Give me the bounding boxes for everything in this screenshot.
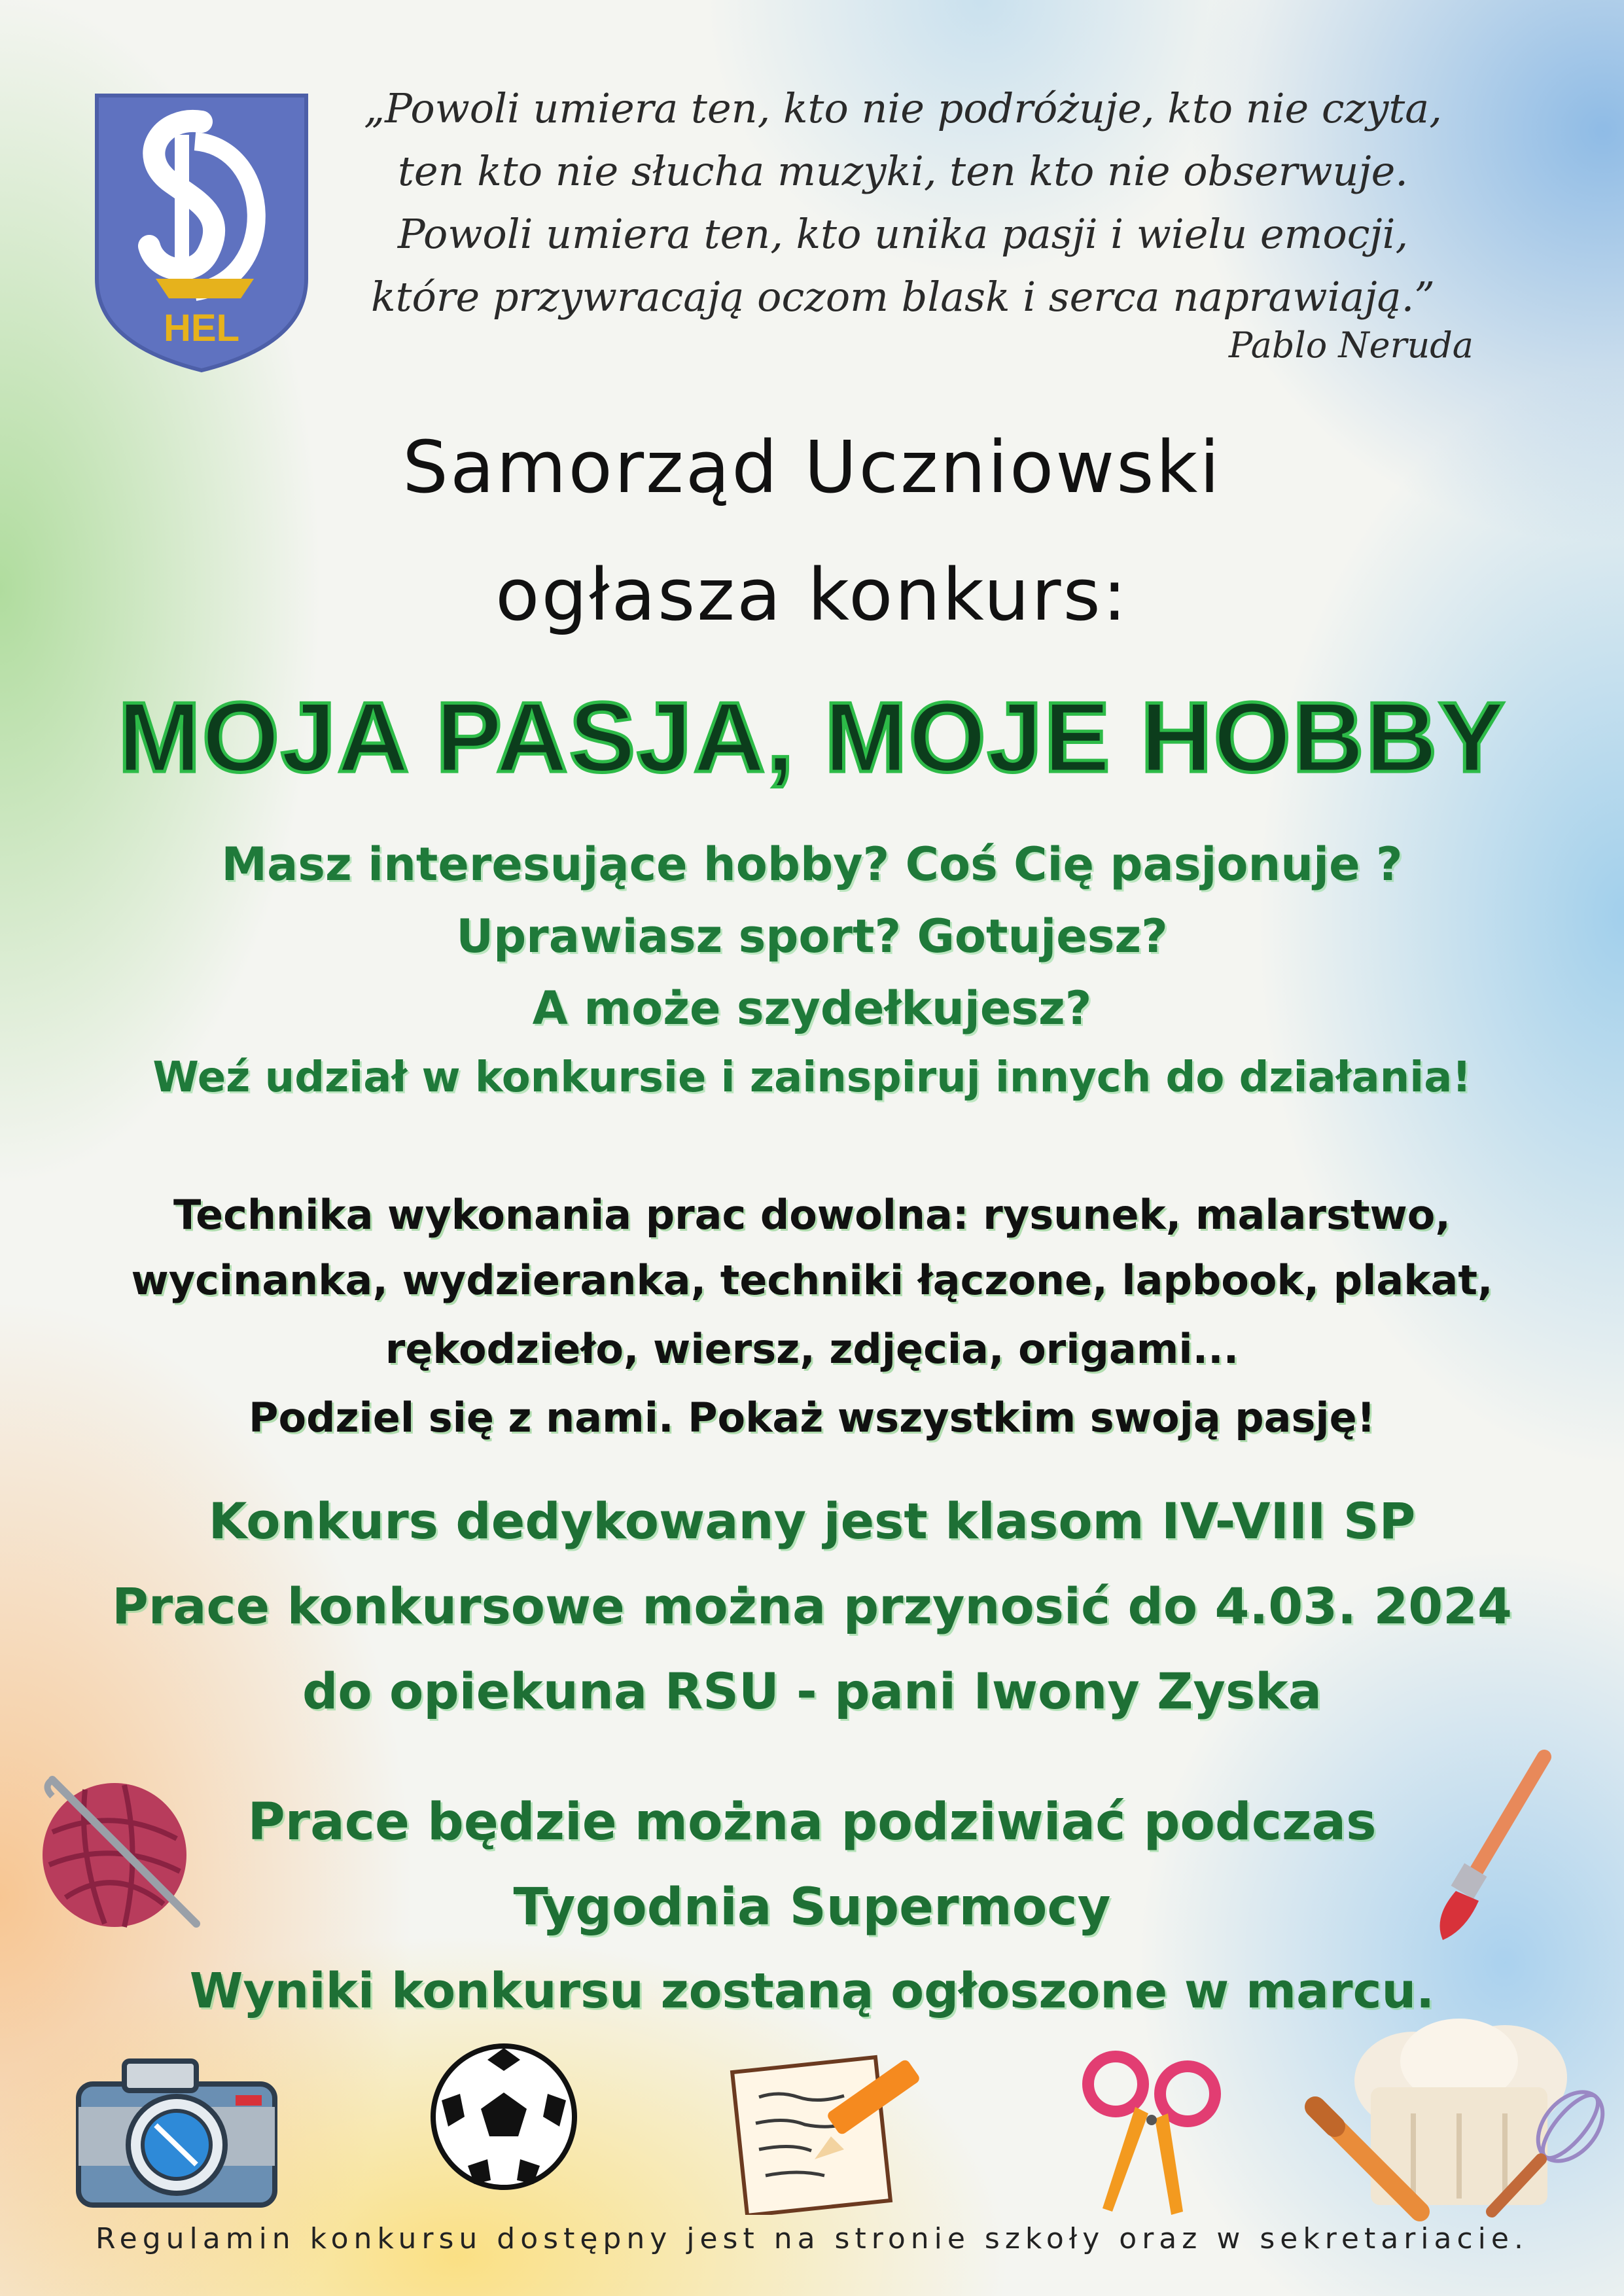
intro-line: A może szydełkujesz? — [532, 981, 1092, 1035]
camera-icon — [72, 2048, 281, 2212]
quote-author: Pablo Neruda — [1228, 325, 1474, 366]
footer-note: Regulamin konkursu dostępny jest na stronie szkoły oraz w sekretariacie. — [96, 2222, 1528, 2255]
quote-line: Powoli umiera ten, kto unika pasji i wielu emocji, — [397, 210, 1409, 258]
technique-line: wycinanka, wydzieranka, techniki łączone, lapbook, plakat, — [131, 1256, 1493, 1304]
soccer-ball-icon — [429, 2041, 579, 2192]
whisk-icon — [1479, 2087, 1610, 2218]
technique-line: Technika wykonania prac dowolna: rysunek, malarstwo, — [173, 1191, 1451, 1239]
exhibition-line: Tygodnia Supermocy — [513, 1878, 1111, 1937]
details-line: Prace konkursowe można przynosić do 4.03. 2024 — [112, 1577, 1512, 1635]
headline-line-1: Samorząd Uczniowski — [402, 425, 1222, 509]
quote — [340, 77, 1466, 328]
details-line: do opiekuna RSU - pani Iwony Zyska — [302, 1662, 1322, 1720]
school-crest-icon — [84, 82, 319, 374]
scissors-icon — [1073, 2048, 1230, 2218]
quote-line: które przywracają oczom blask i serca naprawiają.” — [371, 273, 1435, 321]
yarn-ball-icon — [26, 1767, 209, 1937]
intro-line: Uprawiasz sport? Gotujesz? — [456, 910, 1168, 963]
quote-line: „Powoli umiera ten, kto nie podróżuje, kto nie czyta, — [364, 84, 1442, 132]
quote-line: ten kto nie słucha muzyki, ten kto nie obserwuje. — [397, 147, 1409, 195]
intro-line: Masz interesujące hobby? Coś Cię pasjonuje ? — [221, 838, 1403, 891]
details-line: Konkurs dedykowany jest klasom IV-VIII SP — [208, 1492, 1416, 1550]
technique-line: rękodzieło, wiersz, zdjęcia, origami... — [385, 1325, 1239, 1373]
notebook-pencil-icon — [726, 2045, 936, 2215]
crest-text: HEL — [164, 307, 239, 349]
contest-title: MOJA PASJA, MOJE HOBBY — [118, 682, 1506, 793]
headline-line-2: ogłasza konkurs: — [495, 553, 1129, 637]
rolling-pin-icon — [1302, 2094, 1433, 2225]
technique-line: Podziel się z nami. Pokaż wszystkim swoją pasję! — [249, 1394, 1375, 1441]
paintbrush-icon — [1420, 1747, 1557, 1943]
exhibition-line: Prace będzie można podziwiać podczas — [247, 1793, 1377, 1852]
intro-line: Weź udział w konkursie i zainspiruj innych do działania! — [152, 1053, 1472, 1102]
exhibition-line: Wyniki konkursu zostaną ogłoszone w marcu. — [189, 1963, 1435, 2019]
